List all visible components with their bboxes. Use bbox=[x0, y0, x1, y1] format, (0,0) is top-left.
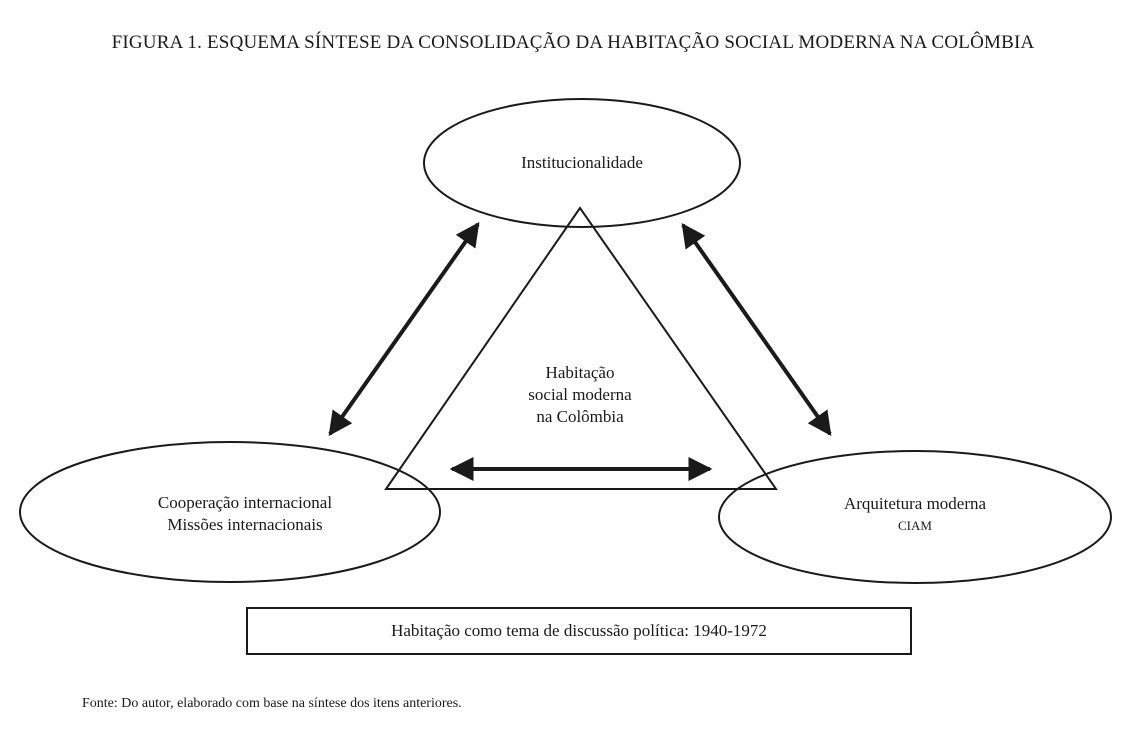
habitacao-line3: na Colômbia bbox=[536, 407, 624, 426]
source-note: Fonte: Do autor, elaborado com base na síntese dos itens anteriores. bbox=[82, 696, 462, 711]
institucionalidade-text: Institucionalidade bbox=[521, 153, 643, 172]
node-cooperacao-label bbox=[95, 492, 395, 536]
node-institucionalidade-label bbox=[432, 152, 732, 174]
timeline-box bbox=[246, 607, 912, 655]
arquitetura-line2: CIAM bbox=[898, 518, 932, 533]
node-arquitetura-label bbox=[765, 493, 1065, 537]
timeline-label: Habitação como tema de discussão política: 1940-1972 bbox=[391, 621, 767, 640]
habitacao-line1: Habitação bbox=[545, 363, 615, 382]
node-habitacao-label bbox=[480, 362, 680, 428]
cooperacao-line1: Cooperação internacional bbox=[157, 493, 333, 512]
figure-title: FIGURA 1. ESQUEMA SÍNTESE DA CONSOLIDAÇÃO DA HABITAÇÃO SOCIAL MODERNA NA COLÔMBIA bbox=[111, 32, 1035, 53]
cooperacao-line2: Missões internacionais bbox=[167, 515, 323, 534]
arrow-institucionalidade-cooperacao bbox=[330, 224, 478, 434]
central-triangle bbox=[386, 208, 776, 489]
arrow-institucionalidade-arquitetura bbox=[683, 225, 830, 434]
habitacao-line2: social moderna bbox=[528, 385, 632, 404]
arquitetura-line1: Arquitetura moderna bbox=[843, 494, 987, 513]
